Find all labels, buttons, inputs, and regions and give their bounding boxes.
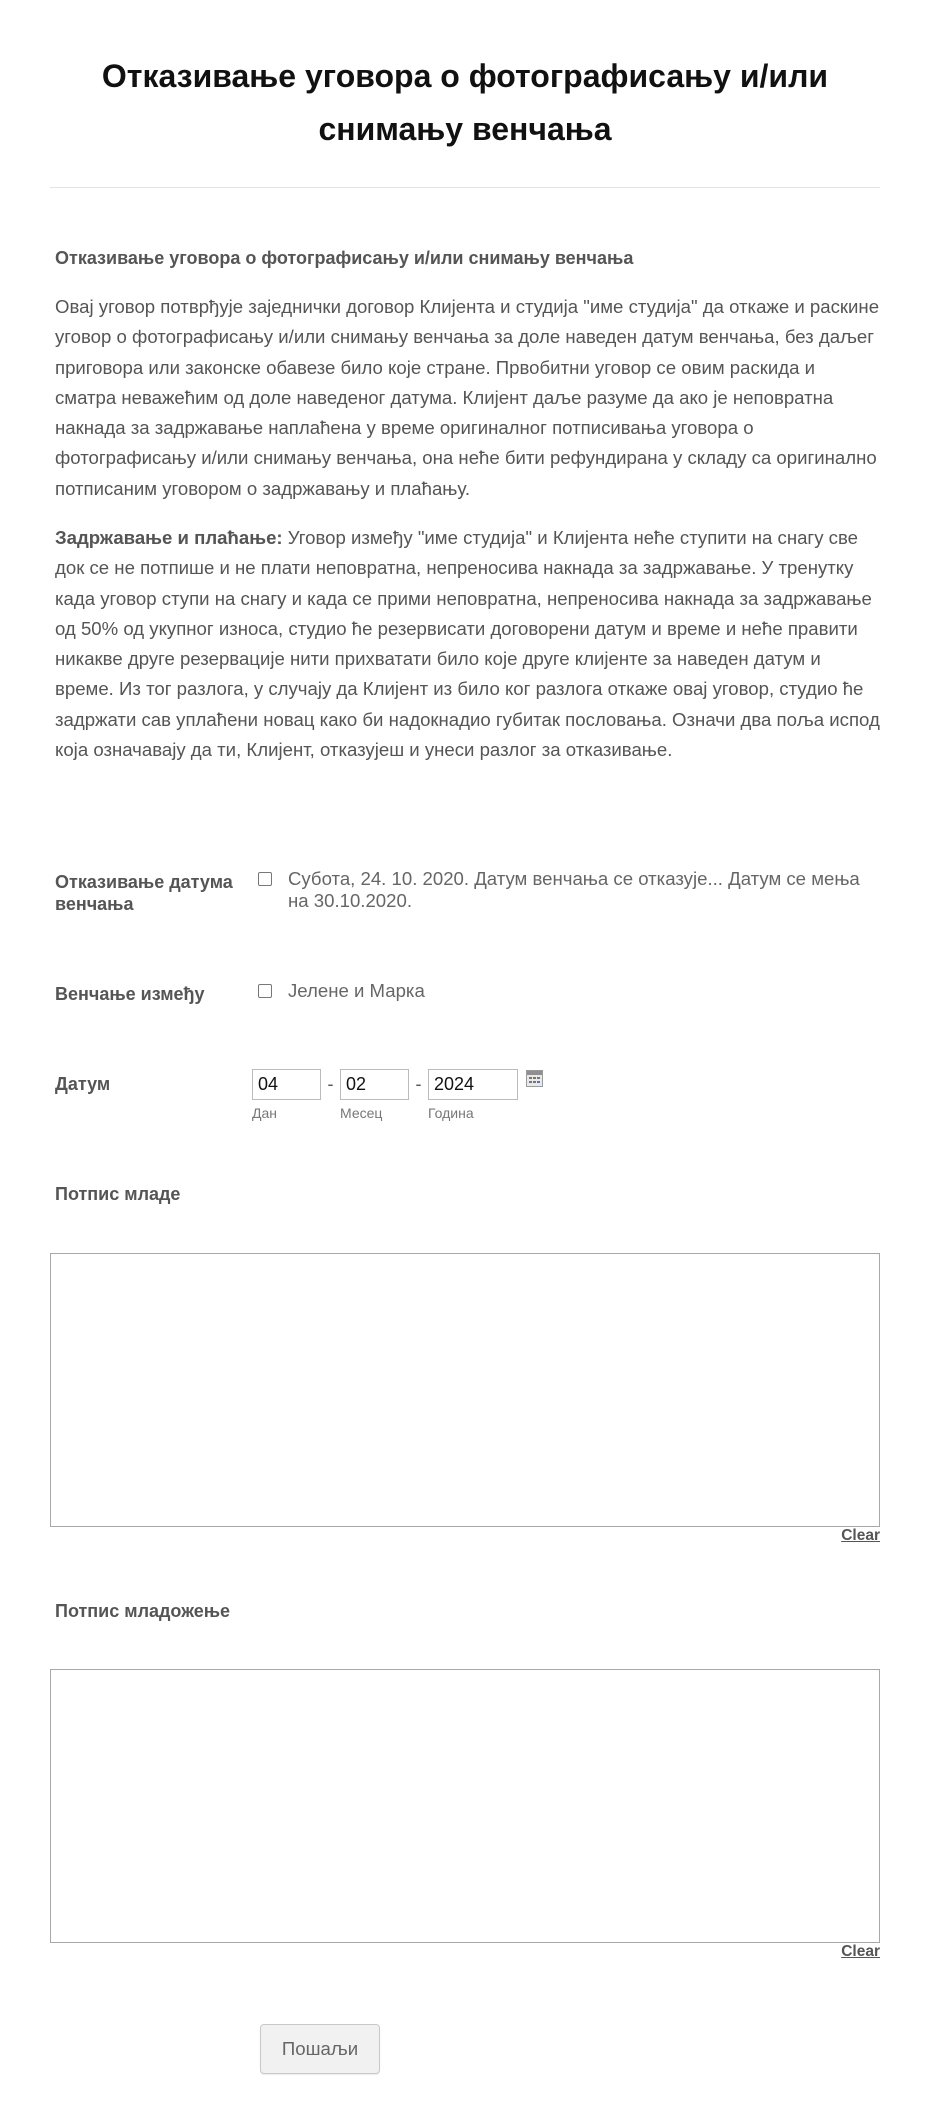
cancel-date-option[interactable] [258, 868, 878, 912]
calendar-icon[interactable] [526, 1070, 543, 1087]
date-day-sublabel: Дан [252, 1105, 277, 1121]
submit-button[interactable]: Пошаљи [260, 2024, 380, 2074]
groom-signature-pad[interactable] [50, 1669, 880, 1943]
wedding-between-option-text: Јелене и Марка [288, 980, 425, 1001]
intro-heading: Отказивање уговора о фотографисању и/или снимању венчања [55, 248, 634, 268]
cancel-date-label: Отказивање датума венчања [55, 872, 233, 914]
date-input-group [252, 1069, 543, 1122]
wedding-between-checkbox[interactable] [258, 984, 272, 998]
form-title: Отказивање уговора о фотографисању и/или снимању венчања [101, 58, 829, 147]
title-divider [50, 187, 880, 188]
date-year-part [428, 1069, 518, 1122]
retainer-paragraph [55, 523, 880, 765]
bride-signature-clear-link[interactable]: Clear [841, 1527, 880, 1544]
date-separator: - [327, 1074, 334, 1094]
wedding-between-label: Венчање између [55, 984, 205, 1004]
date-year-sublabel: Година [428, 1105, 474, 1121]
date-separator: - [415, 1074, 422, 1094]
date-day-part [252, 1069, 321, 1122]
retainer-lead: Задржавање и плаћање: [55, 527, 283, 548]
wedding-between-option[interactable] [258, 980, 878, 1002]
groom-signature-label: Потпис младожење [55, 1601, 231, 1621]
date-month-sublabel: Месец [340, 1105, 383, 1121]
cancel-date-checkbox[interactable] [258, 872, 272, 886]
bride-signature-pad[interactable] [50, 1253, 880, 1527]
intro-paragraph: Овај уговор потврђује заједнички договор Клијента и студија "име студија" да откаже и раскине уговор о фотографисању и/или снимању венчања за доле наведен датум венчања, без даљег приговора или законске обавезе било које стране. Првобитни уговор се овим раскида и сматра неважећим од доле наведеног датума. Клијент даље разуме да ако је неповратна накнада за задржавање наплаћена у време оригиналног потписивања уговора о фотографисању и/или снимању венчања, она неће бити рефундирана у складу са оригинално потписаним уговором о задржавању и плаћању. [55, 296, 880, 499]
date-month-input[interactable] [340, 1069, 409, 1100]
date-day-input[interactable] [252, 1069, 321, 1100]
retainer-body: Уговор између "име студија" и Клијента неће ступити на снагу све док се не потпише и не плати неповратна, непреносива накнада за задржавање. У тренутку када уговор ступи на снагу и када се прими неповратна, непреносива накнада за задржавање од 50% од укупног износа, студио ће резервисати договорени датум и време и неће правити никакве друге резервације нити прихватати било које друге клијенте за наведен датум и време. Из тог разлога, у случају да Клијент из било ког разлога откаже овај уговор, студио ће задржати сав уплаћени новац како би надокнадио губитак пословања. Означи два поља испод која означавају да ти, Клијент, отказујеш и унеси разлог за отказивање. [55, 527, 880, 761]
bride-signature-label: Потпис младе [55, 1184, 181, 1204]
date-label: Датум [55, 1074, 111, 1094]
cancel-date-option-text: Субота, 24. 10. 2020. Датум венчања се отказује... Датум се мења на 30.10.2020. [288, 868, 860, 911]
date-year-input[interactable] [428, 1069, 518, 1100]
groom-signature-clear-link[interactable]: Clear [841, 1943, 880, 1960]
date-month-part [340, 1069, 409, 1122]
